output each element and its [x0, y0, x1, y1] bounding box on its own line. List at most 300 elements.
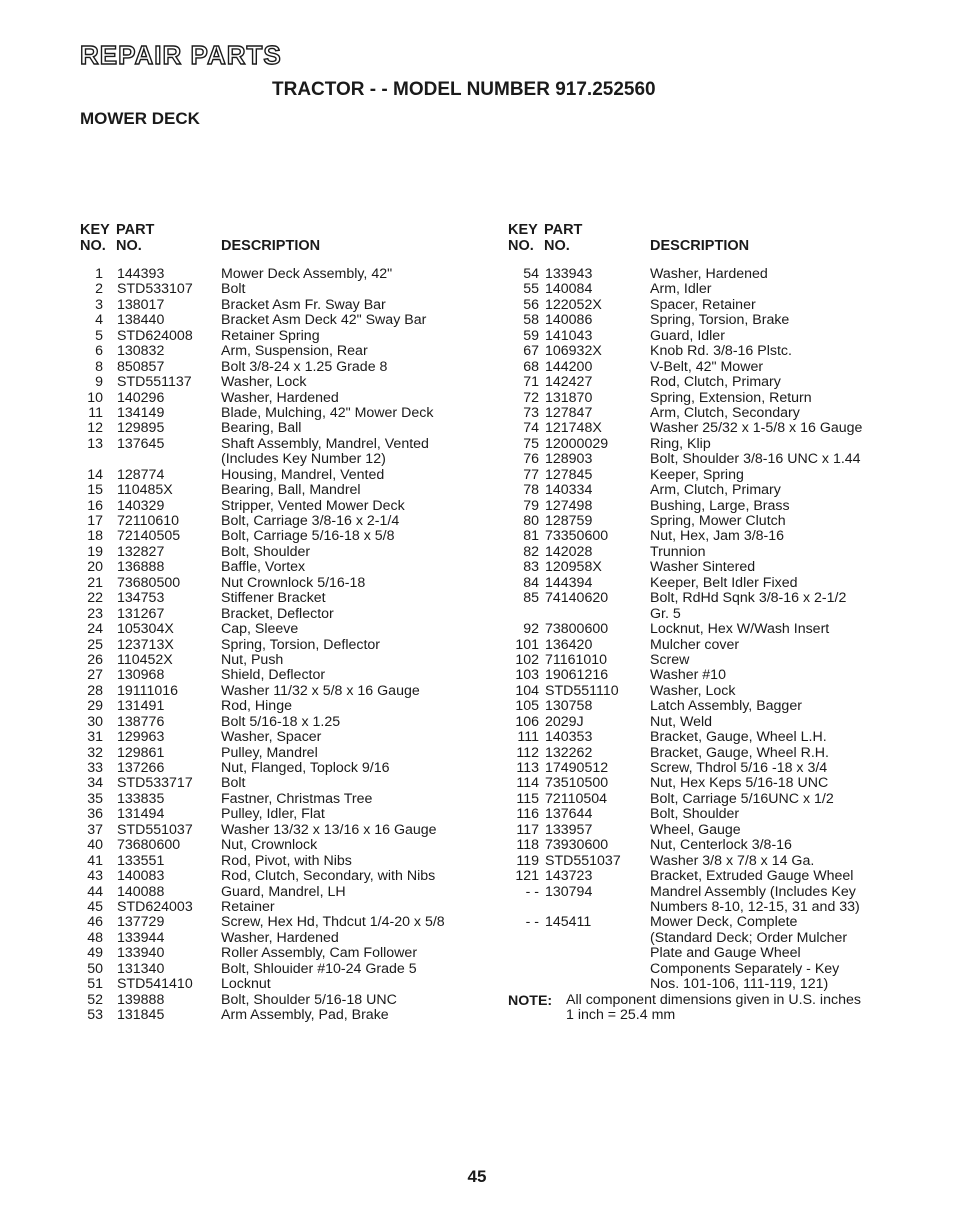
- key-number: 24: [87, 621, 103, 638]
- table-row: [80, 792, 500, 807]
- key-number: 102: [515, 651, 539, 668]
- table-row: [508, 869, 928, 884]
- table-row: [80, 900, 500, 915]
- part-description: Arm, Suspension, Rear: [221, 343, 368, 360]
- part-description: Washer, Lock: [650, 682, 736, 699]
- part-number: 72110504: [545, 790, 608, 807]
- part-description: Baffle, Vortex: [221, 559, 306, 576]
- key-number: 74: [523, 420, 539, 437]
- table-row: [80, 854, 500, 869]
- part-description: Mower Deck, Complete (Standard Deck; Order Mulcher Plate and Gauge Wheel Components Separately - Key Nos. 101-106, 111-119, 121): [650, 914, 848, 993]
- key-number: 22: [87, 590, 103, 607]
- table-row: [508, 591, 928, 622]
- part-description: Roller Assembly, Cam Follower: [221, 945, 418, 962]
- part-number: 110452X: [117, 651, 173, 668]
- part-number: 142427: [545, 374, 593, 391]
- table-row: [508, 529, 928, 544]
- part-number: 137729: [117, 914, 165, 931]
- part-description: Fastner, Christmas Tree: [221, 790, 373, 807]
- part-number: 136888: [117, 559, 165, 576]
- key-number: 58: [523, 312, 539, 329]
- table-row: [508, 468, 928, 483]
- part-number: 143723: [545, 868, 593, 885]
- table-row: [80, 421, 500, 436]
- part-description: Rod, Clutch, Secondary, with Nibs: [221, 868, 436, 885]
- part-number: 140084: [545, 281, 593, 298]
- key-number: 52: [87, 991, 103, 1008]
- table-row: [80, 931, 500, 946]
- part-number: 134149: [117, 404, 165, 421]
- part-number: 132827: [117, 543, 165, 560]
- part-number: 120958X: [545, 559, 602, 576]
- part-description: Bolt, Shoulder 3/8-16 UNC x 1.44: [650, 451, 861, 468]
- parts-table-right: [508, 222, 928, 1024]
- key-number: 20: [87, 559, 103, 576]
- table-row: [80, 591, 500, 606]
- part-number: 105304X: [117, 621, 174, 638]
- key-number: 67: [523, 343, 539, 360]
- part-description: Cap, Sleeve: [221, 621, 299, 638]
- part-number: 132262: [545, 744, 593, 761]
- part-description: Arm Assembly, Pad, Brake: [221, 1007, 389, 1024]
- part-number: 144393: [117, 266, 165, 282]
- table-row: [508, 715, 928, 730]
- part-number: STD551037: [545, 852, 621, 869]
- part-description: Bracket, Gauge, Wheel R.H.: [650, 744, 829, 761]
- part-number: 140088: [117, 883, 165, 900]
- part-description: Mulcher cover: [650, 636, 740, 653]
- table-row: [80, 885, 500, 900]
- part-number: 127847: [545, 404, 593, 421]
- key-number: - -: [525, 883, 539, 900]
- part-number: 137645: [117, 435, 165, 452]
- key-number: 121: [515, 868, 539, 885]
- part-number: 133957: [545, 821, 593, 838]
- key-number: 35: [87, 790, 103, 807]
- part-number: 138440: [117, 312, 165, 329]
- part-number: 73680600: [117, 837, 181, 854]
- part-description: Spacer, Retainer: [650, 296, 756, 313]
- part-description: Locknut, Hex W/Wash Insert: [650, 621, 830, 638]
- description-header: DESCRIPTION: [650, 238, 750, 254]
- part-description: Screw, Thdrol 5/16 -18 x 3/4: [650, 760, 828, 777]
- table-row: [508, 668, 928, 683]
- part-number: 142028: [545, 543, 593, 560]
- model-subtitle: TRACTOR - - MODEL NUMBER 917.252560: [272, 79, 656, 100]
- key-number: 6: [95, 343, 103, 360]
- key-number: 114: [516, 775, 539, 792]
- key-number: 117: [516, 821, 539, 838]
- key-number: 111: [517, 729, 539, 746]
- part-number: 71161010: [545, 651, 608, 668]
- key-number: 71: [523, 374, 539, 391]
- part-number: 140296: [117, 389, 165, 406]
- key-number: 81: [523, 528, 539, 545]
- part-number: 130794: [545, 883, 593, 900]
- part-number: 19111016: [117, 682, 179, 699]
- table-row: [80, 699, 500, 714]
- table-row: [80, 267, 500, 282]
- table-row: [508, 730, 928, 745]
- table-row: [508, 406, 928, 421]
- key-number: 103: [515, 667, 539, 684]
- key-number: 48: [87, 929, 103, 946]
- part-number: 133944: [117, 929, 165, 946]
- part-description: Washer, Lock: [221, 374, 307, 391]
- part-description: Keeper, Spring: [650, 466, 744, 483]
- table-row: [508, 421, 928, 436]
- dimension-note: [508, 993, 928, 1027]
- key-number: 43: [87, 868, 103, 885]
- table-row: [508, 298, 928, 313]
- description-header: DESCRIPTION: [221, 238, 321, 254]
- part-description: Housing, Mandrel, Vented: [221, 466, 385, 483]
- part-number: 131491: [117, 698, 165, 715]
- part-description: Nut Crownlock 5/16-18: [221, 574, 366, 591]
- part-number: 72110610: [117, 513, 180, 530]
- part-description: Mower Deck Assembly, 42": [221, 266, 393, 282]
- table-header: [80, 222, 500, 258]
- table-row: [508, 838, 928, 853]
- table-row: [508, 915, 928, 992]
- key-number: 56: [523, 296, 539, 313]
- part-description: Washer, Hardened: [221, 929, 339, 946]
- table-row: [508, 313, 928, 328]
- table-row: [80, 638, 500, 653]
- part-number: 131267: [117, 605, 165, 622]
- key-number: 8: [95, 358, 103, 375]
- part-description: Wheel, Gauge: [650, 821, 741, 838]
- part-number: 131494: [117, 806, 165, 823]
- part-number: 140353: [545, 729, 593, 746]
- key-number: 29: [87, 698, 103, 715]
- key-number: 41: [87, 852, 103, 869]
- table-row: [80, 360, 500, 375]
- part-description: Pulley, Idler, Flat: [221, 806, 325, 823]
- key-number: 40: [87, 837, 103, 854]
- key-number: 44: [87, 883, 103, 900]
- table-row: [80, 344, 500, 359]
- part-number: 129963: [117, 729, 165, 746]
- key-number: 16: [87, 497, 103, 514]
- part-number: 127845: [545, 466, 593, 483]
- part-description: Locknut: [221, 976, 271, 993]
- part-description: Bearing, Ball, Mandrel: [221, 482, 361, 499]
- key-number: 76: [523, 451, 539, 468]
- part-number: 144200: [545, 358, 593, 375]
- table-row: [80, 776, 500, 791]
- part-description: Nut, Hex Keps 5/16-18 UNC: [650, 775, 829, 792]
- part-description: Bracket, Deflector: [221, 605, 334, 622]
- key-no-header: KEY NO.: [508, 222, 538, 254]
- part-number: 121748X: [545, 420, 602, 437]
- table-row: [508, 499, 928, 514]
- key-number: 106: [515, 713, 539, 730]
- table-row: [508, 560, 928, 575]
- part-description: Bracket, Gauge, Wheel L.H.: [650, 729, 827, 746]
- part-description: Spring, Torsion, Deflector: [221, 636, 381, 653]
- key-number: 75: [523, 435, 539, 452]
- key-number: 77: [523, 466, 539, 483]
- key-number: 4: [95, 312, 103, 329]
- part-description: Stripper, Vented Mower Deck: [221, 497, 405, 514]
- table-row: [80, 437, 500, 468]
- key-number: 31: [87, 729, 103, 746]
- part-description: Washer, Hardened: [650, 266, 768, 282]
- table-row: [80, 668, 500, 683]
- part-description: Nut, Hex, Jam 3/8-16: [650, 528, 785, 545]
- table-row: [508, 344, 928, 359]
- table-row: [80, 329, 500, 344]
- part-number: 133835: [117, 790, 165, 807]
- key-number: 14: [87, 466, 103, 483]
- part-description: Rod, Clutch, Primary: [650, 374, 781, 391]
- key-number: 80: [523, 513, 539, 529]
- part-number: 110485X: [117, 482, 173, 499]
- part-description: Guard, Mandrel, LH: [221, 883, 346, 900]
- part-number: 128759: [545, 513, 593, 529]
- part-description: Washer, Hardened: [221, 389, 339, 406]
- key-number: 37: [87, 821, 103, 838]
- part-description: Bolt, Carriage 5/16-18 x 5/8: [221, 528, 395, 545]
- part-description: Latch Assembly, Bagger: [650, 698, 802, 715]
- key-no-header: KEY NO.: [80, 222, 110, 254]
- part-description: Bolt, Shoulder 5/16-18 UNC: [221, 991, 397, 1008]
- part-description: Stiffener Bracket: [221, 590, 326, 607]
- part-number: STD533717: [117, 775, 193, 792]
- section-heading: MOWER DECK: [80, 109, 200, 128]
- table-header: [508, 222, 928, 258]
- part-number: 12000029: [545, 435, 609, 452]
- table-row: [508, 699, 928, 714]
- table-row: [80, 282, 500, 297]
- part-number: 74140620: [545, 590, 609, 607]
- table-row: [508, 854, 928, 869]
- key-number: 12: [87, 420, 103, 437]
- part-description: Rod, Hinge: [221, 698, 292, 715]
- table-row: [80, 468, 500, 483]
- table-row: [80, 560, 500, 575]
- key-number: 45: [87, 898, 103, 915]
- key-number: 49: [87, 945, 103, 962]
- key-number: 18: [87, 528, 103, 545]
- table-row: [80, 622, 500, 637]
- page-number: 45: [467, 1167, 487, 1186]
- table-row: [80, 730, 500, 745]
- key-number: 26: [87, 651, 103, 668]
- table-row: [80, 946, 500, 961]
- part-number: 17490512: [545, 760, 609, 777]
- key-number: 104: [515, 682, 539, 699]
- page-title: REPAIR PARTS: [80, 40, 282, 70]
- part-number: 145411: [545, 914, 592, 931]
- part-number: STD541410: [117, 976, 193, 993]
- key-number: 105: [515, 698, 539, 715]
- part-description: Washer #10: [650, 667, 726, 684]
- part-description: Shaft Assembly, Mandrel, Vented (Includes Key Number 12): [221, 435, 429, 468]
- table-row: [80, 576, 500, 591]
- part-description: Bracket Asm Deck 42" Sway Bar: [221, 312, 427, 329]
- part-no-header: PART NO.: [116, 222, 155, 254]
- part-description: Nut, Weld: [650, 713, 713, 730]
- key-number: 27: [87, 667, 103, 684]
- part-number: 123713X: [117, 636, 174, 653]
- part-number: 73350600: [545, 528, 609, 545]
- key-number: 28: [87, 682, 103, 699]
- table-row: [80, 746, 500, 761]
- part-number: 130832: [117, 343, 165, 360]
- key-number: 10: [87, 389, 103, 406]
- table-row: [508, 684, 928, 699]
- part-number: 128903: [545, 451, 593, 468]
- part-description: Guard, Idler: [650, 327, 725, 344]
- table-row: [80, 514, 500, 529]
- part-number: 141043: [545, 327, 593, 344]
- table-row: [80, 653, 500, 668]
- table-row: [80, 715, 500, 730]
- part-description: Bolt, Carriage 3/8-16 x 2-1/4: [221, 513, 400, 530]
- part-description: Trunnion: [650, 543, 706, 560]
- key-number: 73: [523, 404, 539, 421]
- rows-right: [508, 267, 928, 993]
- key-number: 3: [95, 296, 103, 313]
- table-row: [508, 823, 928, 838]
- part-description: Washer, Spacer: [221, 729, 322, 746]
- part-description: Retainer Spring: [221, 327, 320, 344]
- part-number: 127498: [545, 497, 593, 514]
- key-number: 84: [523, 574, 539, 591]
- part-number: 129861: [117, 744, 165, 761]
- key-number: 30: [87, 713, 103, 730]
- part-description: Washer Sintered: [650, 559, 756, 576]
- part-number: STD624008: [117, 327, 193, 344]
- part-description: Bolt, RdHd Sqnk 3/8-16 x 2-1/2 Gr. 5: [650, 590, 847, 622]
- key-number: 33: [87, 760, 103, 777]
- rows-left: [80, 267, 500, 1023]
- part-number: 130968: [117, 667, 165, 684]
- part-description: Pulley, Mandrel: [221, 744, 318, 761]
- table-row: [508, 545, 928, 560]
- part-description: Nut, Centerlock 3/8-16: [650, 837, 792, 854]
- table-row: [80, 391, 500, 406]
- note-label: NOTE:: [508, 992, 553, 1009]
- part-description: V-Belt, 42" Mower: [650, 358, 764, 375]
- table-row: [508, 653, 928, 668]
- key-number: 116: [516, 806, 539, 823]
- table-row: [508, 452, 928, 467]
- part-number: 133940: [117, 945, 165, 962]
- table-row: [508, 360, 928, 375]
- part-description: Bolt: [221, 281, 246, 298]
- part-number: 73800600: [545, 621, 609, 638]
- table-row: [80, 823, 500, 838]
- table-row: [508, 483, 928, 498]
- key-number: 36: [87, 806, 103, 823]
- key-number: 112: [516, 744, 539, 761]
- part-number: 137266: [117, 760, 165, 777]
- part-description: Bolt, Carriage 5/16UNC x 1/2: [650, 790, 834, 807]
- part-number: 131845: [117, 1007, 165, 1024]
- key-number: 46: [87, 914, 103, 931]
- part-number: 139888: [117, 991, 165, 1008]
- note-text: All component dimensions given in U.S. inches 1 inch = 25.4 mm: [566, 991, 861, 1024]
- key-number: 119: [516, 852, 539, 869]
- key-number: 50: [87, 960, 103, 977]
- part-no-header: PART NO.: [544, 222, 583, 254]
- key-number: 115: [516, 790, 539, 807]
- table-row: [80, 1008, 500, 1023]
- key-number: 17: [87, 513, 103, 530]
- part-number: 122052X: [545, 296, 602, 313]
- part-description: Retainer: [221, 898, 275, 915]
- key-number: 59: [523, 327, 539, 344]
- part-number: 134753: [117, 590, 165, 607]
- table-row: [80, 977, 500, 992]
- table-row: [80, 915, 500, 930]
- key-number: 101: [515, 636, 539, 653]
- part-description: Blade, Mulching, 42" Mower Deck: [221, 404, 434, 421]
- table-row: [508, 746, 928, 761]
- part-description: Bracket Asm Fr. Sway Bar: [221, 296, 386, 313]
- key-number: 11: [88, 404, 103, 421]
- part-description: Bolt, Shoulder: [221, 543, 311, 560]
- part-number: 128774: [117, 466, 165, 483]
- key-number: 55: [523, 281, 539, 298]
- key-number: 92: [523, 621, 539, 638]
- table-row: [508, 776, 928, 791]
- part-number: 131340: [117, 960, 165, 977]
- key-number: 15: [87, 482, 103, 499]
- part-description: Washer 11/32 x 5/8 x 16 Gauge: [221, 682, 420, 699]
- table-row: [80, 838, 500, 853]
- part-number: STD624003: [117, 898, 193, 915]
- part-description: Nut, Flanged, Toplock 9/16: [221, 760, 390, 777]
- table-row: [508, 807, 928, 822]
- part-description: Bolt 3/8-24 x 1.25 Grade 8: [221, 358, 388, 375]
- part-number: 140083: [117, 868, 165, 885]
- key-number: 85: [523, 590, 539, 607]
- table-row: [80, 807, 500, 822]
- key-number: 9: [95, 374, 103, 391]
- part-number: STD551137: [117, 374, 192, 391]
- table-row: [508, 638, 928, 653]
- part-description: Screw: [650, 651, 690, 668]
- part-number: 140086: [545, 312, 593, 329]
- part-number: 138776: [117, 713, 165, 730]
- part-description: Knob Rd. 3/8-16 Plstc.: [650, 343, 792, 360]
- part-number: 133943: [545, 266, 593, 282]
- part-number: 144394: [545, 574, 593, 591]
- table-row: [508, 576, 928, 591]
- table-row: [508, 885, 928, 916]
- part-number: 137644: [545, 806, 593, 823]
- part-number: 133551: [117, 852, 165, 869]
- table-row: [80, 483, 500, 498]
- part-description: Washer 13/32 x 13/16 x 16 Gauge: [221, 821, 437, 838]
- part-description: Shield, Deflector: [221, 667, 326, 684]
- part-number: 73930600: [545, 837, 609, 854]
- table-row: [508, 329, 928, 344]
- part-description: Nut, Push: [221, 651, 284, 668]
- part-number: STD533107: [117, 281, 193, 298]
- part-number: 73510500: [545, 775, 609, 792]
- part-description: Bolt 5/16-18 x 1.25: [221, 713, 341, 730]
- key-number: 53: [87, 1007, 103, 1024]
- key-number: 34: [87, 775, 103, 792]
- part-description: Rod, Pivot, with Nibs: [221, 852, 352, 869]
- table-row: [508, 622, 928, 637]
- key-number: 79: [523, 497, 539, 514]
